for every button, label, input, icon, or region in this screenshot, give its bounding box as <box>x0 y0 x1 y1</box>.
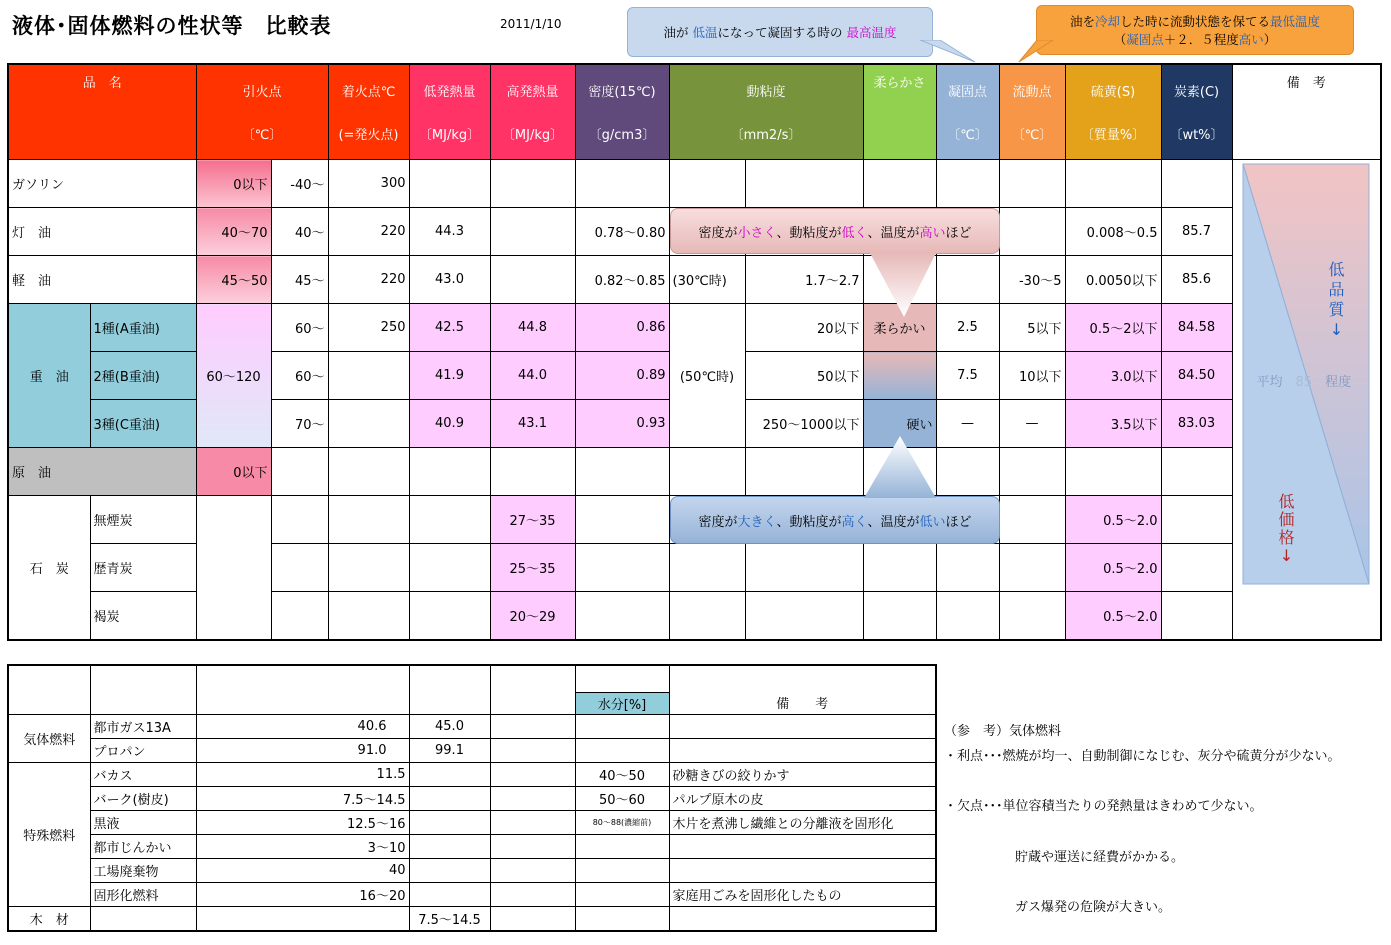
callout2-tail <box>1015 40 1055 64</box>
header-viscosity: 動粘度 〔mm2/s〕 <box>669 64 863 160</box>
callout1-tail <box>920 40 980 64</box>
table-row: 原 油 0以下 <box>8 448 1381 496</box>
header-name: 品 名 <box>8 64 196 160</box>
table-row: 軽 油 45～50 45～ 220 43.0 0.82～0.85 (30℃時) 1.7～2.7 -30～5 0.0050以下 85.6 <box>8 256 1381 304</box>
high-density-bubble: 密度が 大きく 、動粘度が 高く 、温度が 低い ほど <box>670 496 1000 544</box>
remarks-cell <box>1232 160 1381 641</box>
header-flash: 引火点 〔℃〕 <box>196 64 328 160</box>
notes-demerit-3: ガス爆発の危険が大きい。 <box>1015 900 1172 915</box>
table-row: 3種(C重油) 70～ 40.9 43.1 0.93 250～1000以下 硬い — — 3.5以下 83.03 <box>8 400 1381 448</box>
header-flow-point: 流動点 〔℃〕 <box>999 64 1065 160</box>
notes-heading: （参 考）気体燃料 <box>944 724 1062 739</box>
low-density-bubble: 密度が 小さく 、動粘度が 低く 、温度が 高い ほど <box>670 208 1000 254</box>
table-row: プロパン 91.0 99.1 <box>8 739 936 763</box>
header-remarks: 備 考 <box>1232 64 1381 160</box>
table-row: 褐炭 20～29 0.5～2.0 <box>8 592 1381 641</box>
table-row: 石 炭 無煙炭 27～35 0.5～2.0 <box>8 496 1381 544</box>
table-row: 固形化燃料 16～20 家庭用ごみを固形化したもの <box>8 883 936 907</box>
header-ignite: 着火点℃ (=発火点) <box>328 64 409 160</box>
low-density-arrow <box>868 253 938 319</box>
table-row: 気体燃料 都市ガス13A 40.6 45.0 <box>8 715 936 739</box>
date-label: 2011/1/10 <box>500 17 562 31</box>
header-hhv: 高発熱量 〔MJ/kg〕 <box>490 64 575 160</box>
header-softness: 柔らかさ <box>863 64 936 160</box>
table-row: 灯 油 40～70 40～ 220 44.3 0.78～0.80 0.008～0.5 85.7 <box>8 208 1381 256</box>
table-row: 特殊燃料 バカス 11.5 40～50 砂糖きびの絞りかす <box>8 763 936 787</box>
header-sulfur: 硫黄(S) 〔質量%〕 <box>1065 64 1161 160</box>
table-row: 黒液 12.5～16 80～88(濃縮前) 木片を煮沸し繊維との分離液を固形化 <box>8 811 936 835</box>
page-title: 液体･固体燃料の性状等 比較表 <box>12 14 332 38</box>
table-row: ガソリン 0以下 -40～ 300 低 品 質 ↓ 平均 85 程度 低 価 格 ↓ <box>8 160 1381 208</box>
notes-merit: ・利点･･･燃焼が均一、自動制御になじむ、灰分や硫黄分が少ない。 <box>944 749 1341 764</box>
table-row: 都市じんかい 3～10 <box>8 835 936 859</box>
table-row: 2種(B重油) 60～ 41.9 44.0 0.89 50以下 7.5 10以下 3.0以下 84.50 <box>8 352 1381 400</box>
high-density-arrow <box>862 436 938 498</box>
header-carbon: 炭素(C) 〔wt%〕 <box>1161 64 1232 160</box>
header-pour-point: 凝固点 〔℃〕 <box>936 64 999 160</box>
low-quality-label: 低 品 質 ↓ <box>1328 260 1345 339</box>
table-row: 工場廃棄物 40 <box>8 859 936 883</box>
table-row: バーク(樹皮) 7.5～14.5 50～60 パルプ原木の皮 <box>8 787 936 811</box>
low-price-label: 低 価 格 ↓ <box>1278 492 1295 565</box>
t2-header-water: 水分[%] <box>575 692 669 714</box>
t2-header-remarks: 備 考 <box>669 665 936 715</box>
table-row: 重 油 1種(A重油) 60～120 60～ 250 42.5 44.8 0.86 (50℃時) 20以下 柔らかい 2.5 5以下 0.5～2以下 84.58 <box>8 304 1381 352</box>
table-row: 木 材 7.5～14.5 <box>8 907 936 932</box>
liquid-solid-fuel-table <box>7 63 1382 641</box>
table-row: 歴青炭 25～35 0.5～2.0 <box>8 544 1381 592</box>
pour-point-callout: 油が 低温になって凝固する時の 最高温度 <box>627 7 933 57</box>
flow-point-callout: 油を冷却した時に流動状態を保てる最低温度 （凝固点＋２．５程度高い） <box>1036 5 1354 55</box>
gas-special-fuel-table <box>7 664 937 932</box>
average-carbon-label: 平均 85 程度 <box>1256 375 1352 390</box>
header-density: 密度(15℃) 〔g/cm3〕 <box>575 64 669 160</box>
notes-demerit: ・欠点･･･単位容積当たりの発熱量はきわめて少ない。 <box>944 799 1263 814</box>
notes-demerit-2: 貯蔵や運送に経費がかかる。 <box>1015 850 1185 865</box>
header-lhv: 低発熱量 〔MJ/kg〕 <box>409 64 490 160</box>
